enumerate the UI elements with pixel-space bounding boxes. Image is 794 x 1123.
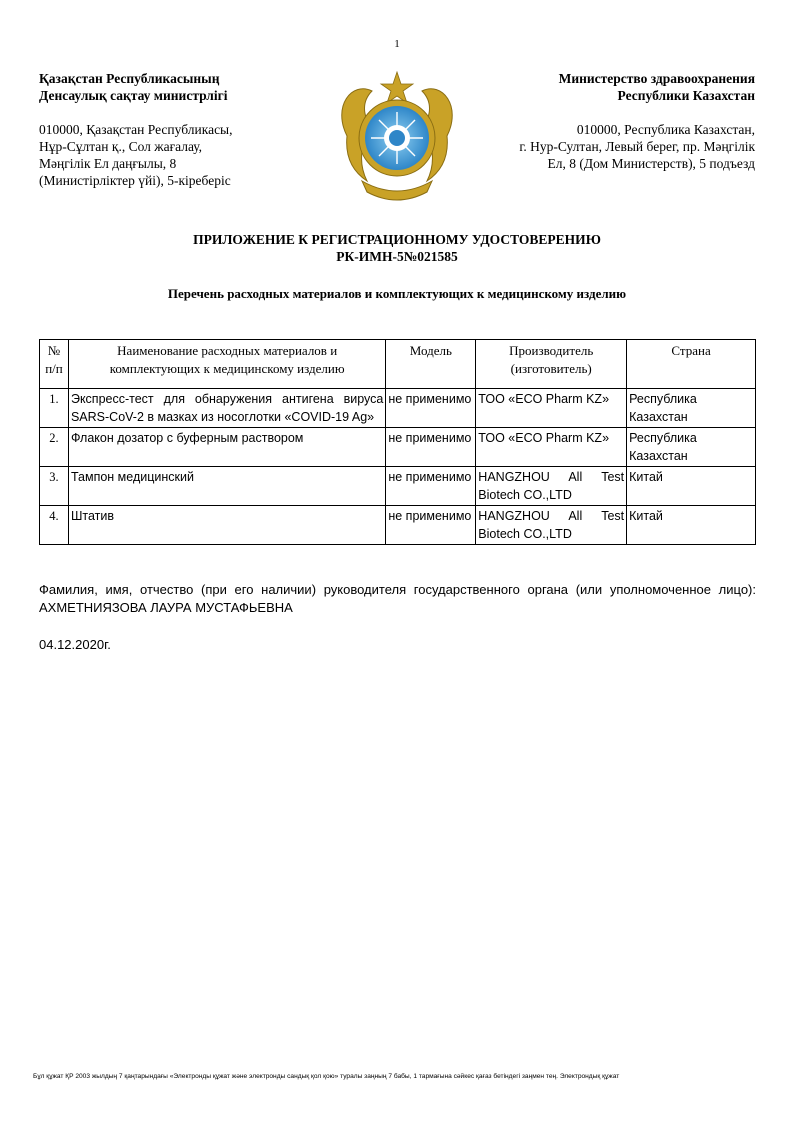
- row-model: не применимо: [386, 428, 476, 467]
- address-kz-line4: (Министірліктер үйі), 5-кіреберіс: [39, 173, 231, 188]
- row-name: Тампон медицинский: [68, 467, 385, 506]
- row-num: 1.: [40, 389, 69, 428]
- table-row: [40, 428, 756, 467]
- header-left: [39, 70, 233, 189]
- document-title: [0, 231, 794, 265]
- header-maker: Производитель (изготовитель): [476, 340, 627, 389]
- row-num: 3.: [40, 467, 69, 506]
- header-num: № п/п: [40, 340, 69, 389]
- address-ru-line2: г. Нур-Султан, Левый берег, пр. Мәңгілік: [519, 139, 755, 154]
- row-model: не применимо: [386, 467, 476, 506]
- title-line1: ПРИЛОЖЕНИЕ К РЕГИСТРАЦИОННОМУ УДОСТОВЕРЕНИЮ: [193, 232, 601, 247]
- signatory-text: Фамилия, имя, отчество (при его наличии) руководителя государственного органа (или уполномоченное лицо): АХМЕТНИЯЗОВА ЛАУРА МУСТАФЬЕВНА: [39, 582, 756, 615]
- header-country: Страна: [627, 340, 756, 389]
- state-emblem-icon: [327, 66, 467, 206]
- table-row: [40, 506, 756, 545]
- row-maker: HANGZHOU All Test Biotech CO.,LTD: [476, 467, 627, 506]
- page-number: 1: [394, 38, 400, 50]
- legal-footer-note: Бұл құжат ҚР 2003 жылдың 7 қаңтарындағы «Электронды құжат және электронды сандық қол қою» туралы заңның 7 бабы, 1 тармағына сәйкес қағаз бетіндегі заңмен тең. Электрондық құжат: [33, 1073, 620, 1080]
- table-header-row: [40, 340, 756, 389]
- row-name: Штатив: [68, 506, 385, 545]
- certificate-number: РК-ИМН-5№021585: [336, 249, 458, 264]
- ministry-name-kz-line2: Денсаулық сақтау министрлігі: [39, 88, 228, 103]
- row-num: 2.: [40, 428, 69, 467]
- row-maker: ТОО «ECO Pharm KZ»: [476, 428, 627, 467]
- document-subtitle: Перечень расходных материалов и комплектующих к медицинскому изделию: [167, 286, 627, 301]
- row-name: Экспресс-тест для обнаружения антигена вируса SARS-CoV-2 в мазках из носоглотки «COVID-19 Ag»: [68, 389, 385, 428]
- row-model: не применимо: [386, 506, 476, 545]
- address-ru-line3: Ел, 8 (Дом Министерств), 5 подъезд: [547, 156, 755, 171]
- ministry-name-ru-line1: Министерство здравоохранения: [558, 71, 755, 86]
- header-model: Модель: [386, 340, 476, 389]
- table-row: [40, 389, 756, 428]
- row-model: не применимо: [386, 389, 476, 428]
- table-row: [40, 467, 756, 506]
- consumables-table: [39, 339, 756, 545]
- row-num: 4.: [40, 506, 69, 545]
- row-country: Китай: [627, 467, 756, 506]
- address-kz-line2: Нұр-Сұлтан қ., Сол жағалау,: [39, 139, 203, 154]
- row-country: Республика Казахстан: [627, 428, 756, 467]
- address-kz-line1: 010000, Қазақстан Республикасы,: [39, 122, 233, 137]
- row-country: Китай: [627, 506, 756, 545]
- address-kz-line3: Мәңгілік Ел даңғылы, 8: [39, 156, 177, 171]
- row-maker: ТОО «ECO Pharm KZ»: [476, 389, 627, 428]
- ministry-name-ru-line2: Республики Казахстан: [617, 88, 755, 103]
- header-name: Наименование расходных материалов и комплектующих к медицинскому изделию: [68, 340, 385, 389]
- row-country: Республика Казахстан: [627, 389, 756, 428]
- row-maker: HANGZHOU All Test Biotech CO.,LTD: [476, 506, 627, 545]
- row-name: Флакон дозатор с буферным раствором: [68, 428, 385, 467]
- ministry-name-kz-line1: Қазақстан Республикасының: [39, 71, 220, 86]
- document-date: 04.12.2020г.: [39, 637, 111, 652]
- header-right: [519, 70, 755, 172]
- address-ru-line1: 010000, Республика Казахстан,: [576, 122, 755, 137]
